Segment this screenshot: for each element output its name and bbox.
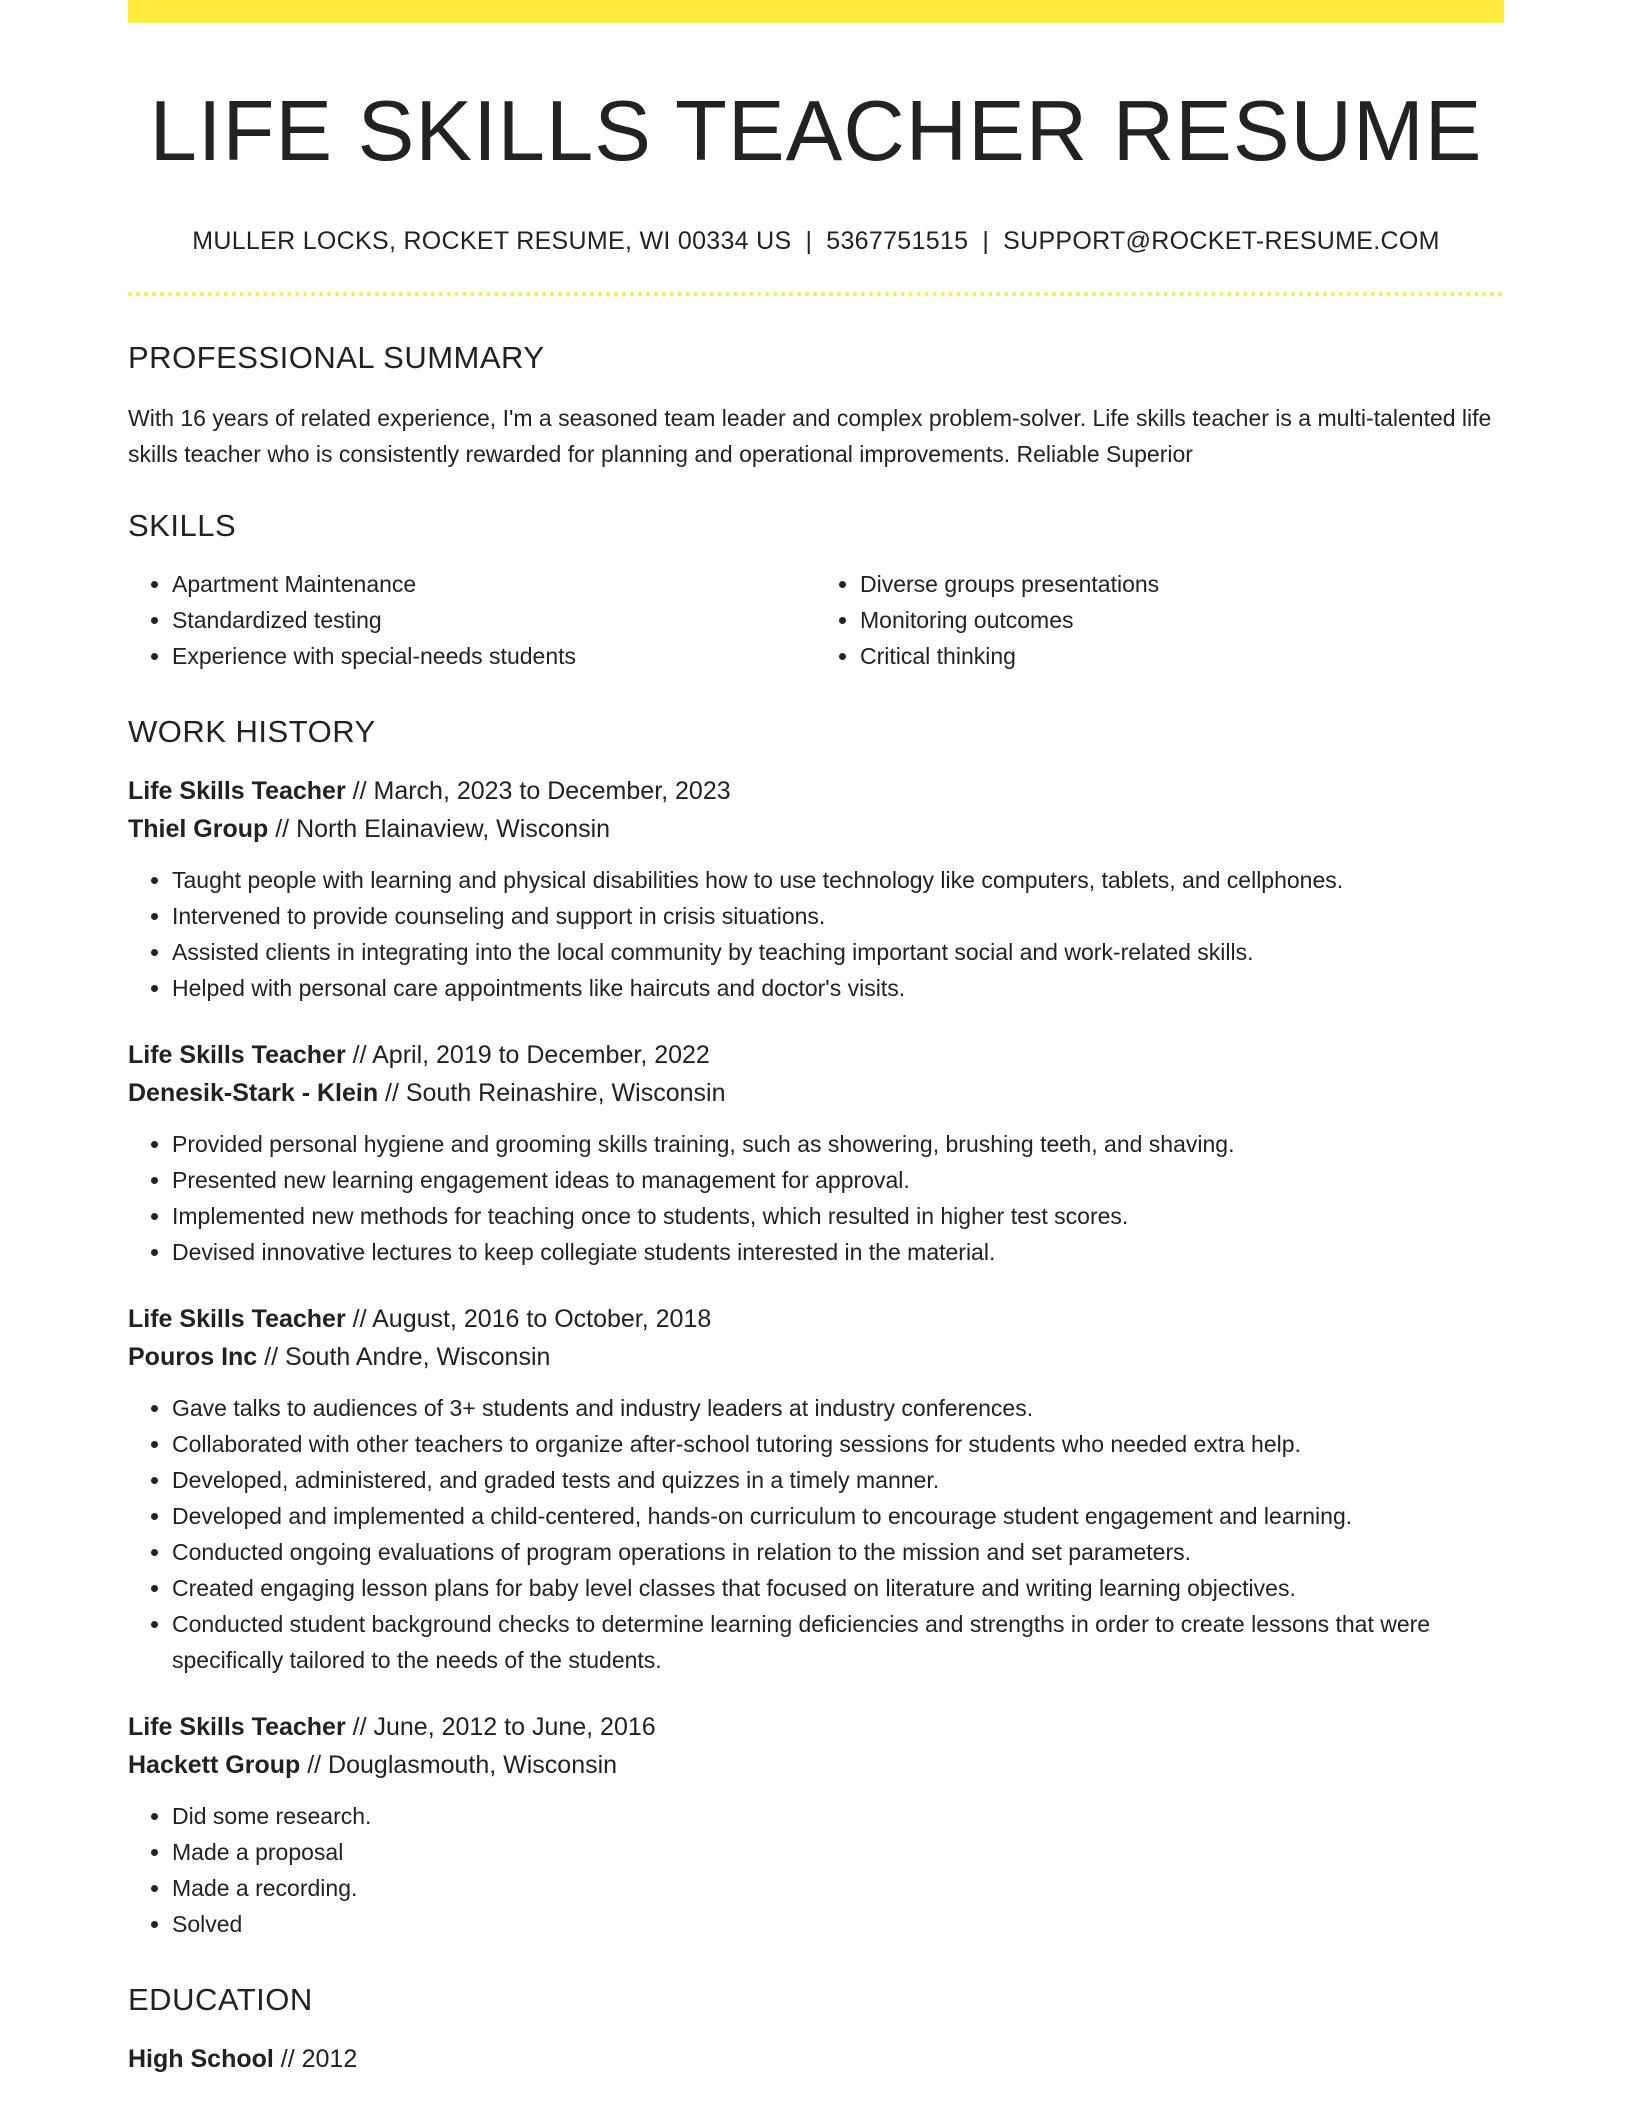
duty-item: • Developed and implemented a child-centered, hands-on curriculum to encourage student engagement and learning.: [172, 1498, 1504, 1534]
skill-item: • Critical thinking: [860, 638, 1504, 674]
duty-item: • Helped with personal care appointments like haircuts and doctor's visits.: [172, 970, 1504, 1006]
job-dates: // March, 2023 to December, 2023: [352, 776, 731, 805]
skills-right-column: [816, 566, 1504, 674]
job-location: // South Reinashire, Wisconsin: [385, 1078, 726, 1107]
job-company: Pouros Inc: [128, 1342, 258, 1371]
job-company-line: [128, 810, 1504, 848]
duty-item: • Solved: [172, 1906, 1504, 1942]
resume-title: LIFE SKILLS TEACHER RESUME: [149, 84, 1483, 179]
resume-page: [128, 0, 1504, 2078]
job-duties: [128, 1390, 1504, 1678]
job-dates: // April, 2019 to December, 2022: [352, 1040, 710, 1069]
skills-grid: [128, 566, 1504, 674]
contact-email: SUPPORT@ROCKET-RESUME.COM: [1003, 226, 1440, 255]
skill-item: • Standardized testing: [172, 602, 816, 638]
duty-item: • Gave talks to audiences of 3+ students and industry leaders at industry conferences.: [172, 1390, 1504, 1426]
accent-top-bar: [128, 0, 1504, 23]
job-entry: [128, 772, 1504, 1006]
duty-item: • Made a recording.: [172, 1870, 1504, 1906]
job-title-line: [128, 1036, 1504, 1074]
duty-item: • Conducted ongoing evaluations of program operations in relation to the mission and set parameters.: [172, 1534, 1504, 1570]
education-degree: High School: [128, 2044, 274, 2073]
duty-item: • Developed, administered, and graded tests and quizzes in a timely manner.: [172, 1462, 1504, 1498]
job-company-line: [128, 1074, 1504, 1112]
job-location: // Douglasmouth, Wisconsin: [307, 1750, 618, 1779]
duty-item: • Implemented new methods for teaching once to students, which resulted in higher test scores.: [172, 1198, 1504, 1234]
job-title: Life Skills Teacher: [128, 1712, 346, 1741]
skill-item: • Apartment Maintenance: [172, 566, 816, 602]
skills-heading: SKILLS: [128, 507, 237, 543]
job-company: Denesik-Stark - Klein: [128, 1078, 379, 1107]
job-duties: [128, 1798, 1504, 1942]
job-title: Life Skills Teacher: [128, 776, 346, 805]
job-title-line: [128, 772, 1504, 810]
job-location: // North Elainaview, Wisconsin: [275, 814, 611, 843]
job-duties: [128, 1126, 1504, 1270]
skills-left-column: [128, 566, 816, 674]
job-company-line: [128, 1746, 1504, 1784]
contact-phone: 5367751515: [826, 226, 969, 255]
header-divider: [128, 292, 1504, 296]
job-location: // South Andre, Wisconsin: [264, 1342, 551, 1371]
summary-text: With 16 years of related experience, I'm a seasoned team leader and complex problem-solver. Life skills teacher is a multi-talented life skills teacher who is consistently rewarded for planning and operational improvements. Reliable Superior: [128, 404, 1492, 467]
skill-item: • Experience with special-needs students: [172, 638, 816, 674]
duty-item: • Did some research.: [172, 1798, 1504, 1834]
work-history-heading: WORK HISTORY: [128, 713, 376, 749]
summary-heading: PROFESSIONAL SUMMARY: [128, 339, 545, 375]
education-heading: EDUCATION: [128, 1981, 313, 2017]
education-entry: [128, 2040, 1504, 2078]
job-title-line: [128, 1708, 1504, 1746]
duty-item: • Provided personal hygiene and grooming skills training, such as showering, brushing teeth, and shaving.: [172, 1126, 1504, 1162]
job-title: Life Skills Teacher: [128, 1040, 346, 1069]
job-entry: [128, 1300, 1504, 1678]
contact-line: [128, 227, 1504, 256]
job-entry: [128, 1036, 1504, 1270]
education-year: // 2012: [280, 2044, 358, 2073]
job-company-line: [128, 1338, 1504, 1376]
duty-item: • Conducted student background checks to determine learning deficiencies and strengths in order to create lessons that were specifically tailored to the needs of the students.: [172, 1606, 1504, 1678]
skill-item: • Diverse groups presentations: [860, 566, 1504, 602]
duty-item: • Collaborated with other teachers to organize after-school tutoring sessions for students who needed extra help.: [172, 1426, 1504, 1462]
duty-item: • Created engaging lesson plans for baby level classes that focused on literature and writing learning objectives.: [172, 1570, 1504, 1606]
duty-item: • Assisted clients in integrating into the local community by teaching important social and work-related skills.: [172, 934, 1504, 970]
contact-address: MULLER LOCKS, ROCKET RESUME, WI 00334 US: [192, 226, 792, 255]
job-company: Thiel Group: [128, 814, 269, 843]
contact-separator: |: [982, 226, 990, 255]
job-dates: // June, 2012 to June, 2016: [352, 1712, 656, 1741]
duty-item: • Taught people with learning and physical disabilities how to use technology like computers, tablets, and cellphones.: [172, 862, 1504, 898]
duty-item: • Made a proposal: [172, 1834, 1504, 1870]
job-title: Life Skills Teacher: [128, 1304, 346, 1333]
duty-item: • Devised innovative lectures to keep collegiate students interested in the material.: [172, 1234, 1504, 1270]
duty-item: • Intervened to provide counseling and support in crisis situations.: [172, 898, 1504, 934]
skill-item: • Monitoring outcomes: [860, 602, 1504, 638]
job-entry: [128, 1708, 1504, 1942]
job-dates: // August, 2016 to October, 2018: [352, 1304, 712, 1333]
contact-separator: |: [805, 226, 813, 255]
job-duties: [128, 862, 1504, 1006]
job-title-line: [128, 1300, 1504, 1338]
job-company: Hackett Group: [128, 1750, 301, 1779]
duty-item: • Presented new learning engagement ideas to management for approval.: [172, 1162, 1504, 1198]
